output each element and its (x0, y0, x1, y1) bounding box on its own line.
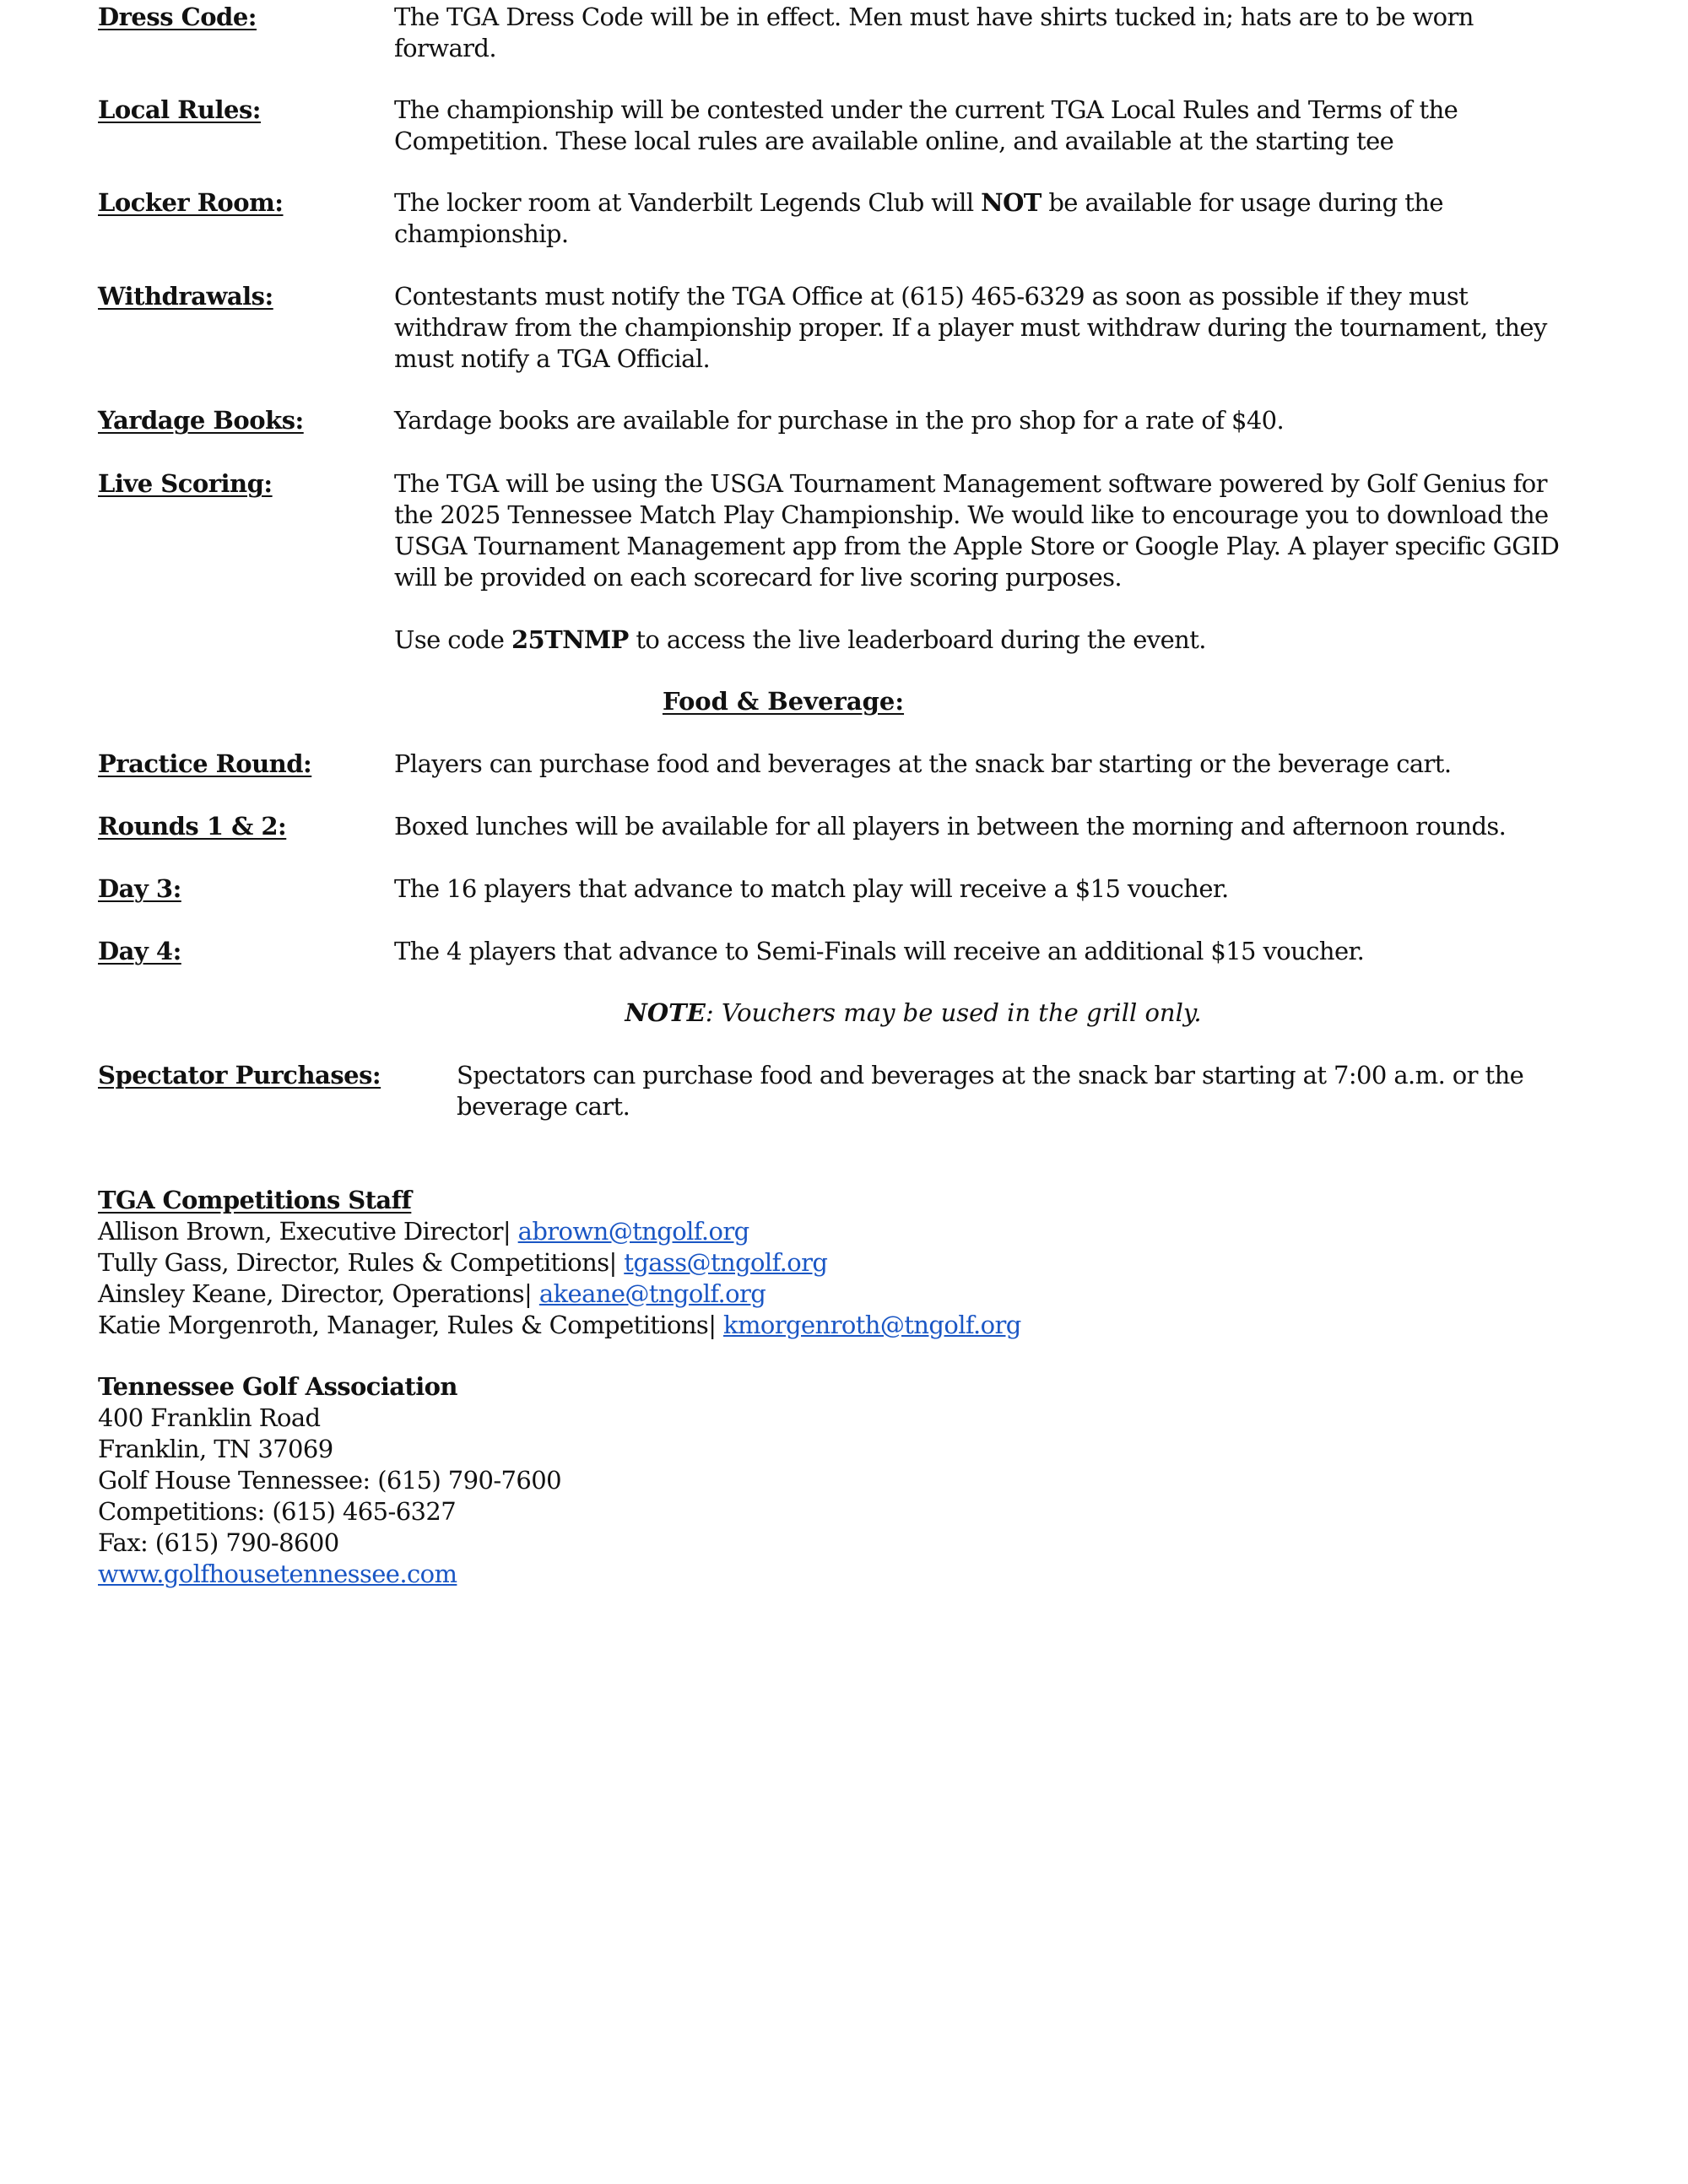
association-name: Tennessee Golf Association (98, 1372, 457, 1401)
staff-name: Katie Morgenroth, Manager, Rules & Competitions| (98, 1311, 723, 1339)
section-text (457, 1060, 1523, 1122)
text-line: championship. (394, 219, 569, 248)
note-text: : Vouchers may be used in the grill only. (705, 998, 1202, 1027)
section-text (394, 936, 1364, 967)
text-line (394, 187, 1443, 219)
text-line: beverage cart. (457, 1092, 630, 1121)
text-line: The TGA Dress Code will be in effect. Men must have shirts tucked in; hats are to be worn (394, 3, 1474, 31)
text-segment: to access the live leaderboard during the event. (628, 625, 1206, 654)
association-block (98, 1371, 561, 1590)
voucher-note (69, 997, 1688, 1029)
section-label: Locker Room: (98, 188, 284, 217)
text-segment: Use code (394, 625, 511, 654)
text-line: the 2025 Tennessee Match Play Championship. We would like to encourage you to download the (394, 500, 1549, 529)
text-line: will be provided on each scorecard for live scoring purposes. (394, 563, 1123, 592)
blank-line (394, 593, 1559, 624)
text-line: The championship will be contested under the current TGA Local Rules and Terms of the (394, 95, 1458, 124)
email-link[interactable]: akeane@tngolf.org (538, 1279, 766, 1308)
phone-line: Competitions: (615) 465-6327 (98, 1497, 457, 1526)
text-segment: The locker room at Vanderbilt Legends Club will (394, 188, 982, 217)
leaderboard-code: 25TNMP (511, 625, 629, 654)
section-text (394, 2, 1474, 64)
section-text (394, 95, 1458, 157)
staff-member (98, 1310, 1021, 1341)
address-line: 400 Franklin Road (98, 1403, 321, 1432)
section-label: Live Scoring: (98, 469, 273, 498)
text-line: Contestants must notify the TGA Office at (615) 465-6329 as soon as possible if they must (394, 282, 1469, 311)
section-text (394, 187, 1443, 250)
section-label: Dress Code: (98, 3, 257, 31)
text-line: The 16 players that advance to match play will receive a $15 voucher. (394, 874, 1229, 903)
staff-name: Tully Gass, Director, Rules & Competitions| (98, 1248, 625, 1277)
email-link[interactable]: abrown@tngolf.org (517, 1217, 749, 1246)
fax-line: Fax: (615) 790-8600 (98, 1528, 339, 1557)
text-line: Players can purchase food and beverages at the snack bar starting or the beverage cart. (394, 749, 1452, 778)
staff-member (98, 1216, 1021, 1247)
live-code-line (394, 624, 1559, 656)
section-label: Day 4: (98, 937, 181, 965)
website-link[interactable]: www.golfhousetennessee.com (98, 1560, 457, 1588)
text-segment: be available for usage during the (1041, 188, 1443, 217)
section-label: Yardage Books: (98, 406, 304, 435)
section-text (394, 468, 1559, 656)
email-link[interactable]: kmorgenroth@tngolf.org (722, 1311, 1021, 1339)
section-label: Rounds 1 & 2: (98, 812, 287, 841)
section-text (394, 873, 1229, 905)
text-line: withdraw from the championship proper. If a player must withdraw during the tournament, they (394, 313, 1547, 342)
text-line: USGA Tournament Management app from the Apple Store or Google Play. A player specific GGID (394, 532, 1560, 560)
section-label: Spectator Purchases: (98, 1061, 381, 1089)
staff-heading: TGA Competitions Staff (98, 1186, 412, 1214)
section-label: Day 3: (98, 874, 181, 903)
staff-member (98, 1247, 1021, 1279)
text-line: The TGA will be using the USGA Tournament Management software powered by Golf Genius for (394, 469, 1547, 498)
staff-member (98, 1279, 1021, 1310)
text-line: Yardage books are available for purchase in the pro shop for a rate of $40. (394, 406, 1285, 435)
staff-name: Ainsley Keane, Director, Operations| (98, 1279, 539, 1308)
section-text (394, 281, 1547, 375)
text-line: Boxed lunches will be available for all players in between the morning and afternoon rounds. (394, 812, 1507, 841)
section-label: Local Rules: (98, 95, 261, 124)
section-text (394, 811, 1506, 842)
section-text (394, 405, 1284, 436)
address-line: Franklin, TN 37069 (98, 1435, 333, 1463)
staff-name: Allison Brown, Executive Director| (98, 1217, 518, 1246)
phone-line: Golf House Tennessee: (615) 790-7600 (98, 1466, 561, 1495)
staff-block (98, 1185, 1021, 1341)
section-text (394, 749, 1451, 780)
text-line: forward. (394, 34, 497, 62)
text-line: Spectators can purchase food and beverages at the snack bar starting at 7:00 a.m. or the (457, 1061, 1524, 1089)
text-line: The 4 players that advance to Semi-Finals will receive an additional $15 voucher. (394, 937, 1365, 965)
emphasis: NOT (981, 188, 1041, 217)
text-line: Competition. These local rules are available online, and available at the starting tee (394, 127, 1394, 155)
text-line: must notify a TGA Official. (394, 344, 711, 373)
section-label: Practice Round: (98, 749, 312, 778)
food-beverage-heading: Food & Beverage: (662, 687, 905, 716)
section-label: Withdrawals: (98, 282, 273, 311)
note-label: NOTE (625, 998, 706, 1027)
email-link[interactable]: tgass@tngolf.org (624, 1248, 828, 1277)
